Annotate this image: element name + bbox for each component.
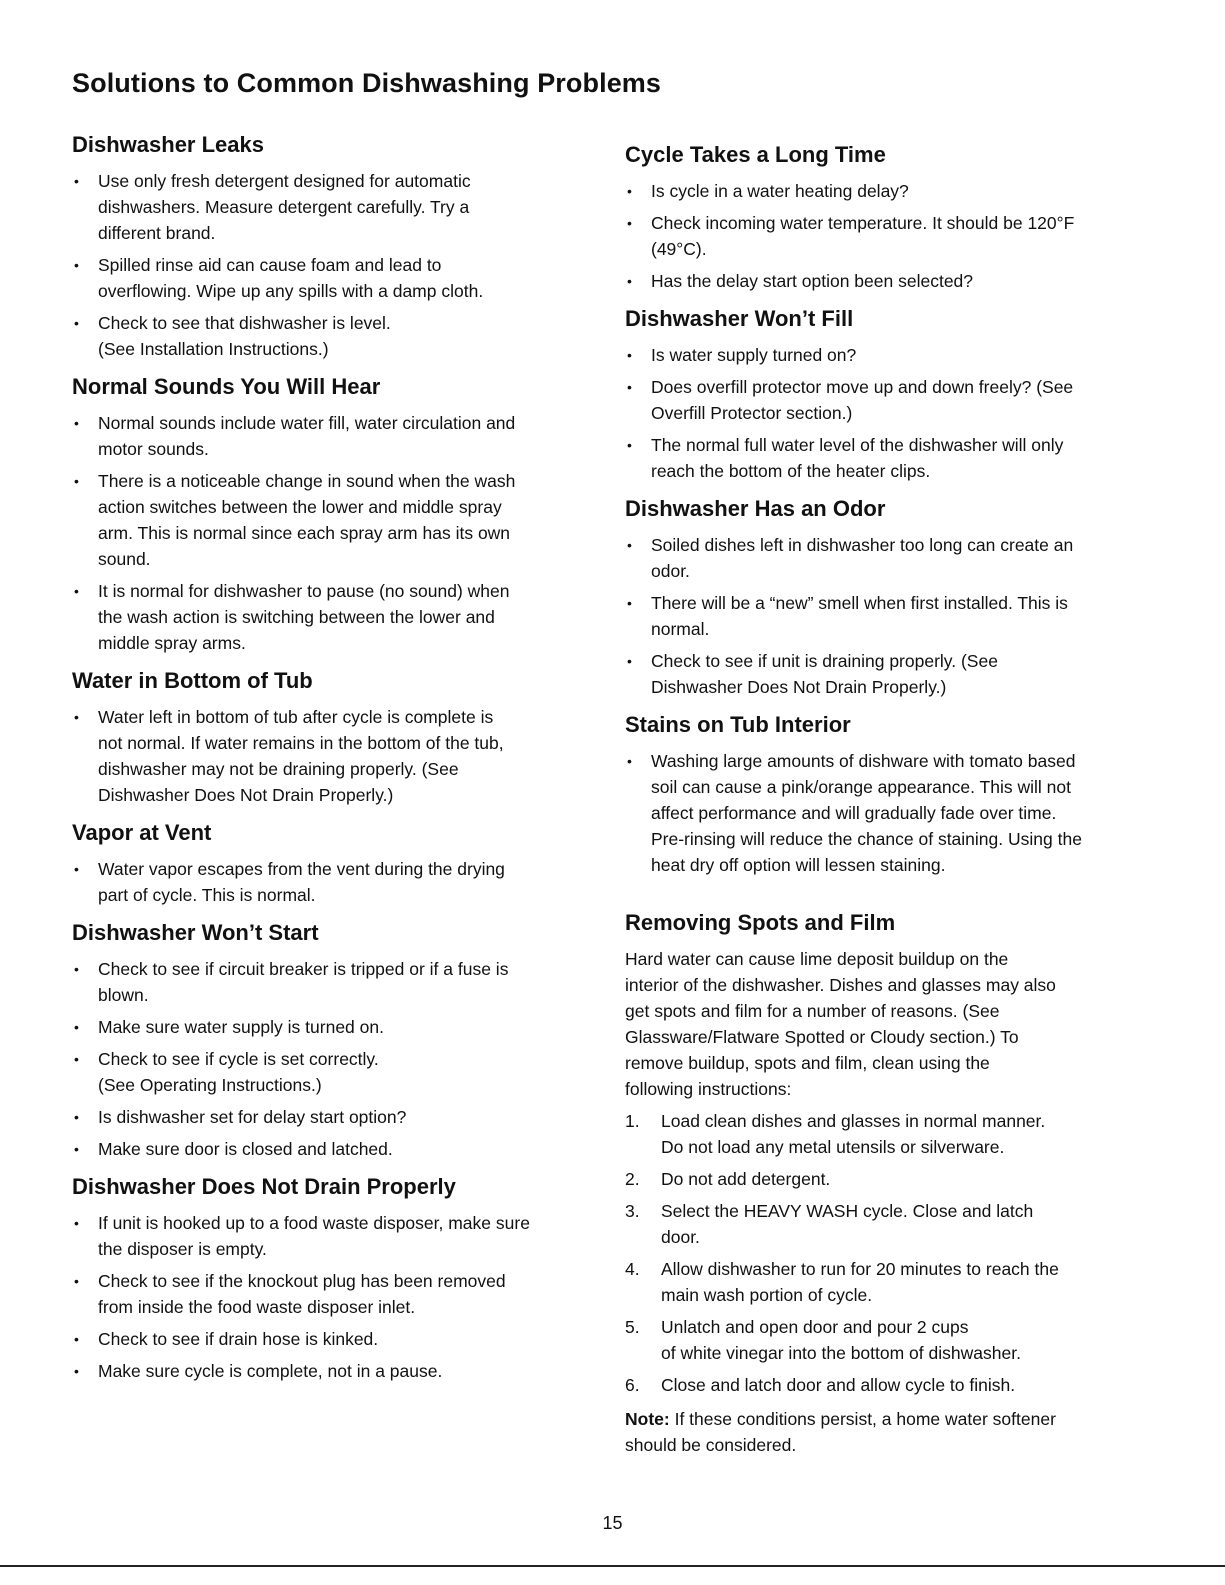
- section-heading: Dishwasher Leaks: [72, 132, 264, 157]
- bullet-line: • Does overfill protector move up and down freely? (See: [651, 377, 1074, 397]
- bullet-line: dishwasher may not be draining properly. (See: [98, 759, 459, 779]
- bullet-item: [625, 532, 1150, 584]
- bullet-line: • There is a noticeable change in sound when the wash: [98, 471, 516, 491]
- section-heading: Stains on Tub Interior: [625, 712, 851, 737]
- spots-intro: [625, 946, 1150, 1102]
- bullet-item: [625, 210, 1150, 262]
- step-line: Allow dishwasher to run for 20 minutes to reach the: [661, 1259, 1059, 1279]
- bullet-list: [625, 532, 1150, 700]
- bullet-item: [72, 410, 597, 462]
- bullet-item: [625, 590, 1150, 642]
- bullet-line: (49°C).: [651, 239, 707, 259]
- step-line: Select the HEAVY WASH cycle. Close and latch: [661, 1201, 1034, 1221]
- step-number: 3.: [625, 1201, 640, 1221]
- bullet-item: [72, 1326, 597, 1352]
- step-line: Load clean dishes and glasses in normal manner.: [661, 1111, 1046, 1131]
- section-heading: Cycle Takes a Long Time: [625, 142, 886, 167]
- bullet-line: • Check to see if the knockout plug has been removed: [98, 1271, 506, 1291]
- bullet-item: [625, 342, 1150, 368]
- section: [72, 130, 597, 362]
- bullet-line: middle spray arms.: [98, 633, 246, 653]
- step-line: Do not add detergent.: [661, 1169, 831, 1189]
- bullet-line: dishwashers. Measure detergent carefully. Try a: [98, 197, 470, 217]
- bullet-line: the disposer is empty.: [98, 1239, 267, 1259]
- bullet-line: • Has the delay start option been selected?: [651, 271, 974, 291]
- note: [625, 1406, 1150, 1458]
- section: [72, 918, 597, 1162]
- bullet-line: • If unit is hooked up to a food waste disposer, make sure: [98, 1213, 530, 1233]
- section: [72, 818, 597, 908]
- bullet-line: action switches between the lower and middle spray: [98, 497, 502, 517]
- bullet-list: [625, 178, 1150, 294]
- bullet-line: not normal. If water remains in the bottom of the tub,: [98, 733, 504, 753]
- section-heading: Water in Bottom of Tub: [72, 668, 313, 693]
- bullet-line: • Is cycle in a water heating delay?: [651, 181, 909, 201]
- bullet-item: [72, 468, 597, 572]
- right-column: [625, 140, 1150, 1464]
- section-heading: Dishwasher Does Not Drain Properly: [72, 1174, 456, 1199]
- bullet-line: Overfill Protector section.): [651, 403, 853, 423]
- bottom-rule: [0, 1565, 1225, 1567]
- bullet-list: [72, 168, 597, 362]
- bullet-item: [72, 1268, 597, 1320]
- bullet-line: • Check to see if unit is draining properly. (See: [651, 651, 998, 671]
- bullet-item: [72, 1358, 597, 1384]
- page-title: Solutions to Common Dishwashing Problems: [72, 68, 662, 98]
- bullet-item: [625, 648, 1150, 700]
- bullet-item: [625, 374, 1150, 426]
- bullet-line: affect performance and will gradually fade over time.: [651, 803, 1057, 823]
- note-text: If these conditions persist, a home water softener: [674, 1409, 1056, 1429]
- intro-line: get spots and film for a number of reasons. (See: [625, 1001, 1000, 1021]
- bullet-list: [72, 704, 597, 808]
- bullet-line: different brand.: [98, 223, 216, 243]
- step-number: 1.: [625, 1111, 640, 1131]
- intro-line: Hard water can cause lime deposit buildup on the: [625, 949, 1009, 969]
- note-line: should be considered.: [625, 1435, 797, 1455]
- bullet-line: • Make sure water supply is turned on.: [98, 1017, 384, 1037]
- bullet-item: [72, 704, 597, 808]
- bullet-item: [625, 432, 1150, 484]
- section-heading: Vapor at Vent: [72, 820, 212, 845]
- step-item: [625, 1256, 1150, 1308]
- section: [625, 710, 1150, 878]
- step-item: [625, 1166, 1150, 1192]
- step-number: 6.: [625, 1375, 640, 1395]
- step-item: [625, 1108, 1150, 1160]
- bullet-line: (See Installation Instructions.): [98, 339, 329, 359]
- note-label: Note:: [625, 1409, 670, 1429]
- bullet-line: • Check to see if circuit breaker is tripped or if a fuse is: [98, 959, 509, 979]
- bullet-line: • Check to see if cycle is set correctly.: [98, 1049, 379, 1069]
- step-item: [625, 1372, 1150, 1398]
- note-line: [625, 1406, 1150, 1432]
- bullet-line: • It is normal for dishwasher to pause (no sound) when: [98, 581, 510, 601]
- bullet-line: normal.: [651, 619, 710, 639]
- section: [72, 372, 597, 656]
- section: [625, 494, 1150, 700]
- intro-line: interior of the dishwasher. Dishes and glasses may also: [625, 975, 1056, 995]
- bullet-line: soil can cause a pink/orange appearance. This will not: [651, 777, 1071, 797]
- step-number: 5.: [625, 1317, 640, 1337]
- step-line: door.: [661, 1227, 700, 1247]
- bullet-list: [625, 342, 1150, 484]
- bullet-item: [72, 578, 597, 656]
- bullet-item: [625, 268, 1150, 294]
- bullet-line: • Make sure door is closed and latched.: [98, 1139, 393, 1159]
- step-line: Do not load any metal utensils or silverware.: [661, 1137, 1005, 1157]
- step-line: Close and latch door and allow cycle to finish.: [661, 1375, 1016, 1395]
- section: [72, 666, 597, 808]
- bullet-item: [72, 1014, 597, 1040]
- intro-line: following instructions:: [625, 1079, 792, 1099]
- bullet-line: part of cycle. This is normal.: [98, 885, 316, 905]
- section-heading: Removing Spots and Film: [625, 910, 896, 935]
- section-heading: Dishwasher Won’t Fill: [625, 306, 854, 331]
- section: [72, 1172, 597, 1384]
- bullet-item: [625, 748, 1150, 878]
- bullet-line: motor sounds.: [98, 439, 209, 459]
- bullet-item: [72, 168, 597, 246]
- bullet-item: [72, 252, 597, 304]
- section: [625, 304, 1150, 484]
- bullet-item: [72, 310, 597, 362]
- steps-list: [625, 1108, 1150, 1398]
- bullet-line: • The normal full water level of the dishwasher will only: [651, 435, 1064, 455]
- bullet-line: odor.: [651, 561, 690, 581]
- spots-section: [625, 908, 1150, 1458]
- section: [625, 140, 1150, 294]
- bullet-item: [72, 856, 597, 908]
- section-heading: Dishwasher Has an Odor: [625, 496, 886, 521]
- bullet-line: • Is dishwasher set for delay start option?: [98, 1107, 407, 1127]
- bullet-line: overflowing. Wipe up any spills with a damp cloth.: [98, 281, 484, 301]
- bullet-list: [72, 410, 597, 656]
- bullet-line: • Make sure cycle is complete, not in a pause.: [98, 1361, 443, 1381]
- step-item: [625, 1198, 1150, 1250]
- bullet-list: [72, 956, 597, 1162]
- bullet-line: • Use only fresh detergent designed for automatic: [98, 171, 471, 191]
- bullet-line: heat dry off option will lessen staining.: [651, 855, 946, 875]
- page-number: 15: [602, 1513, 623, 1533]
- bullet-line: arm. This is normal since each spray arm has its own: [98, 523, 511, 543]
- bullet-line: • Normal sounds include water fill, water circulation and: [98, 413, 516, 433]
- bullet-line: • Check incoming water temperature. It should be 120°F: [651, 213, 1075, 233]
- bullet-line: the wash action is switching between the lower and: [98, 607, 495, 627]
- left-column: [72, 130, 597, 1390]
- step-line: Unlatch and open door and pour 2 cups: [661, 1317, 969, 1337]
- bullet-line: sound.: [98, 549, 151, 569]
- bullet-line: • Is water supply turned on?: [651, 345, 857, 365]
- intro-line: remove buildup, spots and film, clean using the: [625, 1053, 990, 1073]
- bullet-line: • Check to see if drain hose is kinked.: [98, 1329, 379, 1349]
- bullet-line: (See Operating Instructions.): [98, 1075, 322, 1095]
- bullet-list: [72, 856, 597, 908]
- bullet-line: • Check to see that dishwasher is level.: [98, 313, 391, 333]
- bullet-item: [72, 1210, 597, 1262]
- bullet-line: • Soiled dishes left in dishwasher too long can create an: [651, 535, 1074, 555]
- bullet-line: • There will be a “new” smell when first installed. This is: [651, 593, 1068, 613]
- bullet-list: [625, 748, 1150, 878]
- bullet-line: • Water left in bottom of tub after cycle is complete is: [98, 707, 494, 727]
- bullet-item: [72, 956, 597, 1008]
- bullet-line: from inside the food waste disposer inlet.: [98, 1297, 416, 1317]
- bullet-line: Dishwasher Does Not Drain Properly.): [98, 785, 394, 805]
- bullet-item: [72, 1046, 597, 1098]
- bullet-item: [72, 1136, 597, 1162]
- bullet-line: Pre-rinsing will reduce the chance of staining. Using the: [651, 829, 1082, 849]
- section-heading: Normal Sounds You Will Hear: [72, 374, 381, 399]
- section-heading: Dishwasher Won’t Start: [72, 920, 319, 945]
- bullet-line: • Washing large amounts of dishware with tomato based: [651, 751, 1076, 771]
- bullet-list: [72, 1210, 597, 1384]
- bullet-line: • Water vapor escapes from the vent during the drying: [98, 859, 505, 879]
- step-number: 4.: [625, 1259, 640, 1279]
- bullet-item: [625, 178, 1150, 204]
- step-number: 2.: [625, 1169, 640, 1189]
- bullet-line: • Spilled rinse aid can cause foam and lead to: [98, 255, 442, 275]
- step-item: [625, 1314, 1150, 1366]
- step-line: main wash portion of cycle.: [661, 1285, 873, 1305]
- bullet-line: Dishwasher Does Not Drain Properly.): [651, 677, 947, 697]
- intro-line: Glassware/Flatware Spotted or Cloudy section.) To: [625, 1027, 1019, 1047]
- bullet-line: blown.: [98, 985, 149, 1005]
- step-line: of white vinegar into the bottom of dishwasher.: [661, 1343, 1021, 1363]
- bullet-item: [72, 1104, 597, 1130]
- bullet-line: reach the bottom of the heater clips.: [651, 461, 931, 481]
